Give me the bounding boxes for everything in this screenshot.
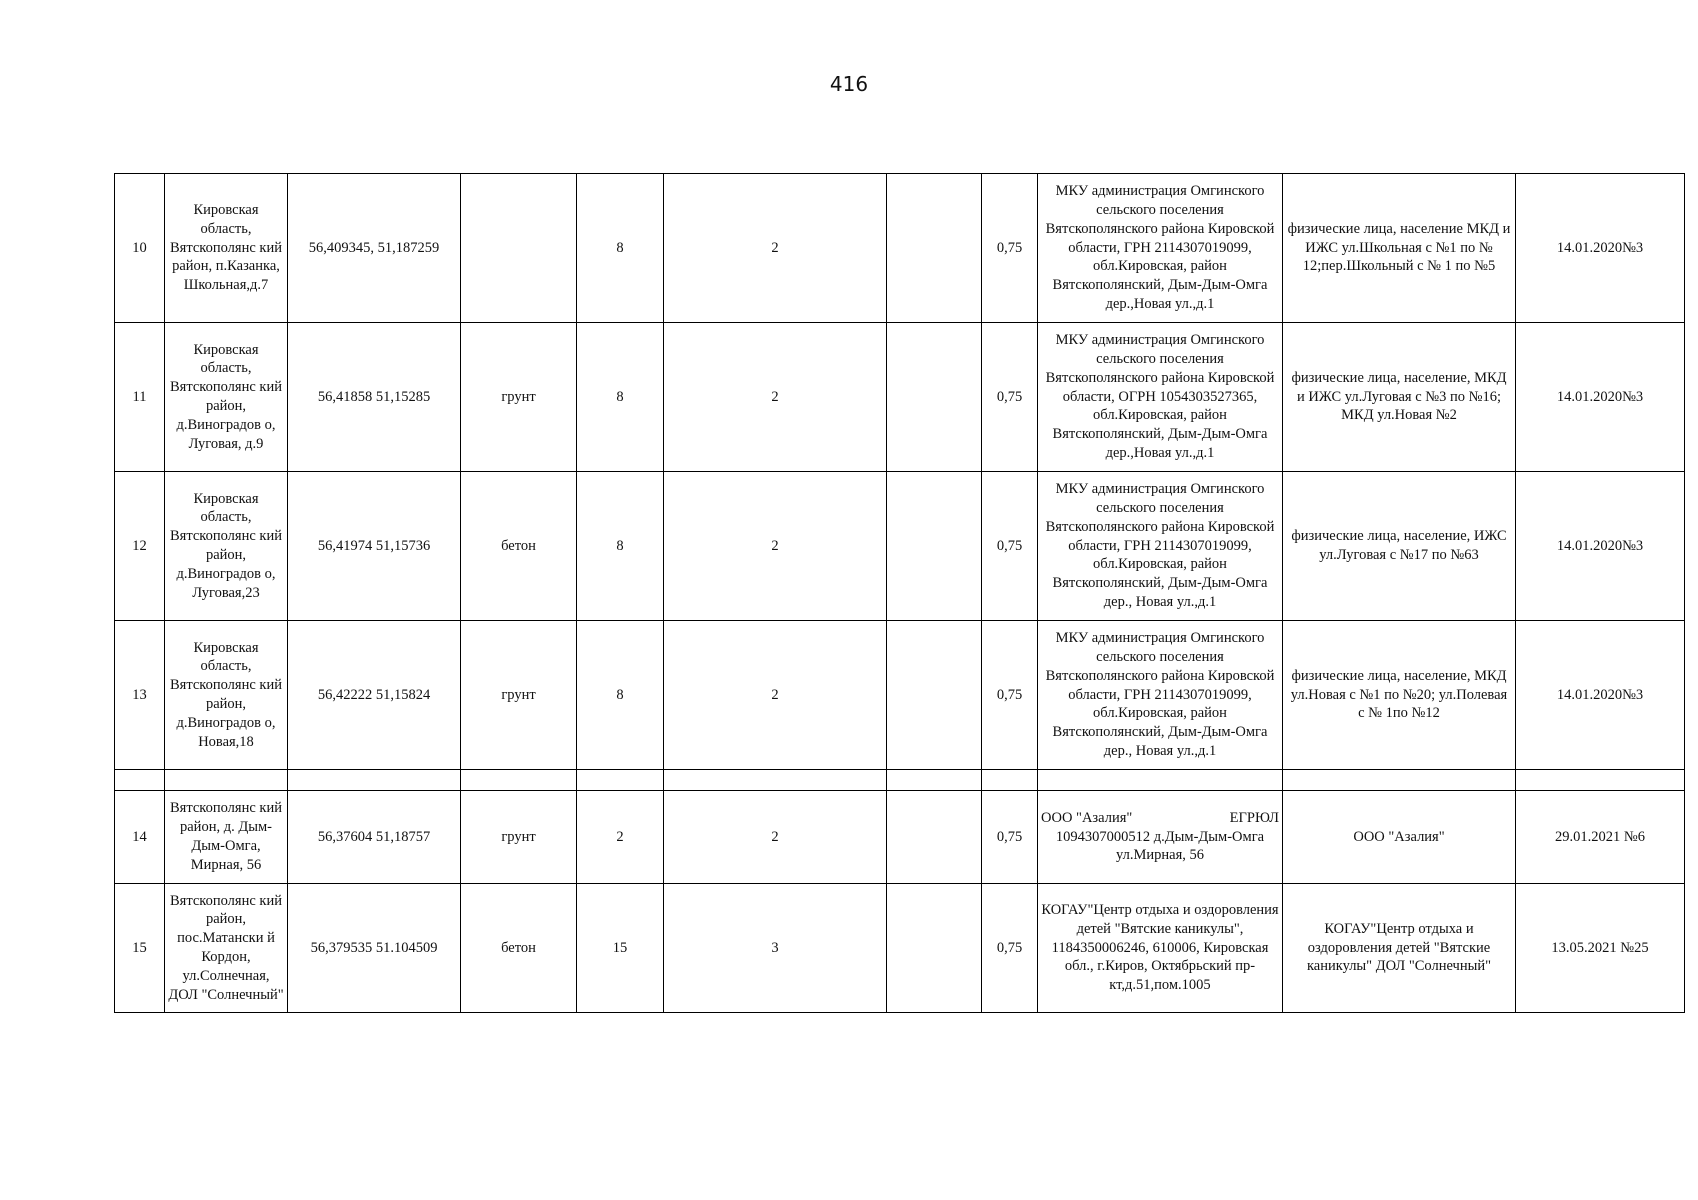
owner-cell — [1038, 791, 1283, 884]
coordinates-cell: 56,41974 51,15736 — [288, 472, 461, 621]
decision-cell: 14.01.2020№3 — [1516, 472, 1685, 621]
table-row — [115, 884, 1685, 1013]
surface-cell: грунт — [461, 791, 577, 884]
empty-cell — [982, 770, 1038, 791]
table-row — [115, 472, 1685, 621]
empty-cell — [115, 770, 165, 791]
address-cell: Вятскополянс кий район, пос.Матански й Кордон, ул.Солнечная, ДОЛ "Солнечный" — [165, 884, 288, 1013]
decision-cell: 14.01.2020№3 — [1516, 323, 1685, 472]
surface-cell: бетон — [461, 472, 577, 621]
owner-details: 1094307000512 д.Дым-Дым-Омга ул.Мирная, 56 — [1055, 828, 1265, 864]
address-cell: Кировская область, Вятскополянс кий район, д.Виноградов о, Луговая,23 — [165, 472, 288, 621]
row-number-cell: 12 — [115, 472, 165, 621]
area-cell: 8 — [577, 174, 664, 323]
waste-sources-cell: физические лица, население МКД и ИЖС ул.Школьная с №1 по № 12;пер.Школьный с № 1 по №5 — [1283, 174, 1516, 323]
row-number-cell: 11 — [115, 323, 165, 472]
area-cell: 2 — [577, 791, 664, 884]
volume-cell: 0,75 — [982, 472, 1038, 621]
extra-cell — [887, 884, 982, 1013]
containers-cell: 3 — [664, 884, 887, 1013]
extra-cell — [887, 323, 982, 472]
empty-cell — [461, 770, 577, 791]
page-number: 416 — [829, 72, 869, 96]
extra-cell — [887, 621, 982, 770]
containers-cell: 2 — [664, 621, 887, 770]
empty-cell — [1283, 770, 1516, 791]
surface-cell — [461, 174, 577, 323]
address-cell: Кировская область, Вятскополянс кий район, д.Виноградов о, Луговая, д.9 — [165, 323, 288, 472]
row-number-cell: 13 — [115, 621, 165, 770]
owner-name: ООО "Азалия" — [1041, 809, 1133, 826]
empty-row — [115, 770, 1685, 791]
extra-cell — [887, 174, 982, 323]
waste-sources-cell: ООО "Азалия" — [1283, 791, 1516, 884]
area-cell: 15 — [577, 884, 664, 1013]
volume-cell: 0,75 — [982, 174, 1038, 323]
decision-cell: 13.05.2021 №25 — [1516, 884, 1685, 1013]
area-cell: 8 — [577, 621, 664, 770]
address-cell: Вятскополянс кий район, д. Дым-Дым-Омга, Мирная, 56 — [165, 791, 288, 884]
owner-cell: МКУ администрация Омгинского сельского поселения Вятскополянского района Кировской области, ГРН 2114307019099, обл.Кировская, район Вятскополянский, Дым-Дым-Омга дер., Новая ул.,д.1 — [1038, 472, 1283, 621]
address-cell: Кировская область, Вятскополянс кий район, д.Виноградов о, Новая,18 — [165, 621, 288, 770]
decision-cell: 29.01.2021 №6 — [1516, 791, 1685, 884]
row-number-cell: 14 — [115, 791, 165, 884]
coordinates-cell: 56,409345, 51,187259 — [288, 174, 461, 323]
table-row — [115, 791, 1685, 884]
address-cell: Кировская область, Вятскополянс кий район, п.Казанка, Школьная,д.7 — [165, 174, 288, 323]
surface-cell: бетон — [461, 884, 577, 1013]
decision-cell: 14.01.2020№3 — [1516, 621, 1685, 770]
volume-cell: 0,75 — [982, 323, 1038, 472]
volume-cell: 0,75 — [982, 791, 1038, 884]
owner-first-line — [1041, 809, 1279, 828]
coordinates-cell: 56,37604 51,18757 — [288, 791, 461, 884]
waste-sources-cell: физические лица, население, МКД ул.Новая с №1 по №20; ул.Полевая с № 1по №12 — [1283, 621, 1516, 770]
empty-cell — [1516, 770, 1685, 791]
extra-cell — [887, 791, 982, 884]
owner-registry-label: ЕГРЮЛ — [1229, 809, 1279, 826]
surface-cell: грунт — [461, 323, 577, 472]
empty-cell — [664, 770, 887, 791]
area-cell: 8 — [577, 472, 664, 621]
empty-cell — [165, 770, 288, 791]
waste-sources-cell: физические лица, население, МКД и ИЖС ул.Луговая с №3 по №16; МКД ул.Новая №2 — [1283, 323, 1516, 472]
surface-cell: грунт — [461, 621, 577, 770]
empty-cell — [577, 770, 664, 791]
owner-cell: КОГАУ"Центр отдыха и оздоровления детей "Вятские каникулы", 1184350006246, 610006, Кировская обл., г.Киров, Октябрьский пр-кт,д.51,пом.1005 — [1038, 884, 1283, 1013]
owner-cell: МКУ администрация Омгинского сельского поселения Вятскополянского района Кировской области, ГРН 2114307019099, обл.Кировская, район Вятскополянский, Дым-Дым-Омга дер., Новая ул.,д.1 — [1038, 621, 1283, 770]
containers-cell: 2 — [664, 791, 887, 884]
volume-cell: 0,75 — [982, 621, 1038, 770]
empty-cell — [887, 770, 982, 791]
waste-sources-cell: КОГАУ"Центр отдыха и оздоровления детей "Вятские каникулы" ДОЛ "Солнечный" — [1283, 884, 1516, 1013]
containers-cell: 2 — [664, 472, 887, 621]
coordinates-cell: 56,42222 51,15824 — [288, 621, 461, 770]
area-cell: 8 — [577, 323, 664, 472]
waste-sources-cell: физические лица, население, ИЖС ул.Луговая с №17 по №63 — [1283, 472, 1516, 621]
containers-cell: 2 — [664, 174, 887, 323]
coordinates-cell: 56,41858 51,15285 — [288, 323, 461, 472]
waste-sites-registry-table — [114, 173, 1685, 1013]
coordinates-cell: 56,379535 51.104509 — [288, 884, 461, 1013]
containers-cell: 2 — [664, 323, 887, 472]
empty-cell — [1038, 770, 1283, 791]
row-number-cell: 10 — [115, 174, 165, 323]
row-number-cell: 15 — [115, 884, 165, 1013]
extra-cell — [887, 472, 982, 621]
table-row — [115, 174, 1685, 323]
owner-cell: МКУ администрация Омгинского сельского поселения Вятскополянского района Кировской области, ГРН 2114307019099, обл.Кировская, район Вятскополянский, Дым-Дым-Омга дер.,Новая ул.,д.1 — [1038, 174, 1283, 323]
table-row — [115, 323, 1685, 472]
owner-cell: МКУ администрация Омгинского сельского поселения Вятскополянского района Кировской области, ОГРН 1054303527365, обл.Кировская, район Вятскополянский, Дым-Дым-Омга дер.,Новая ул.,д.1 — [1038, 323, 1283, 472]
table-row — [115, 621, 1685, 770]
volume-cell: 0,75 — [982, 884, 1038, 1013]
empty-cell — [288, 770, 461, 791]
decision-cell: 14.01.2020№3 — [1516, 174, 1685, 323]
